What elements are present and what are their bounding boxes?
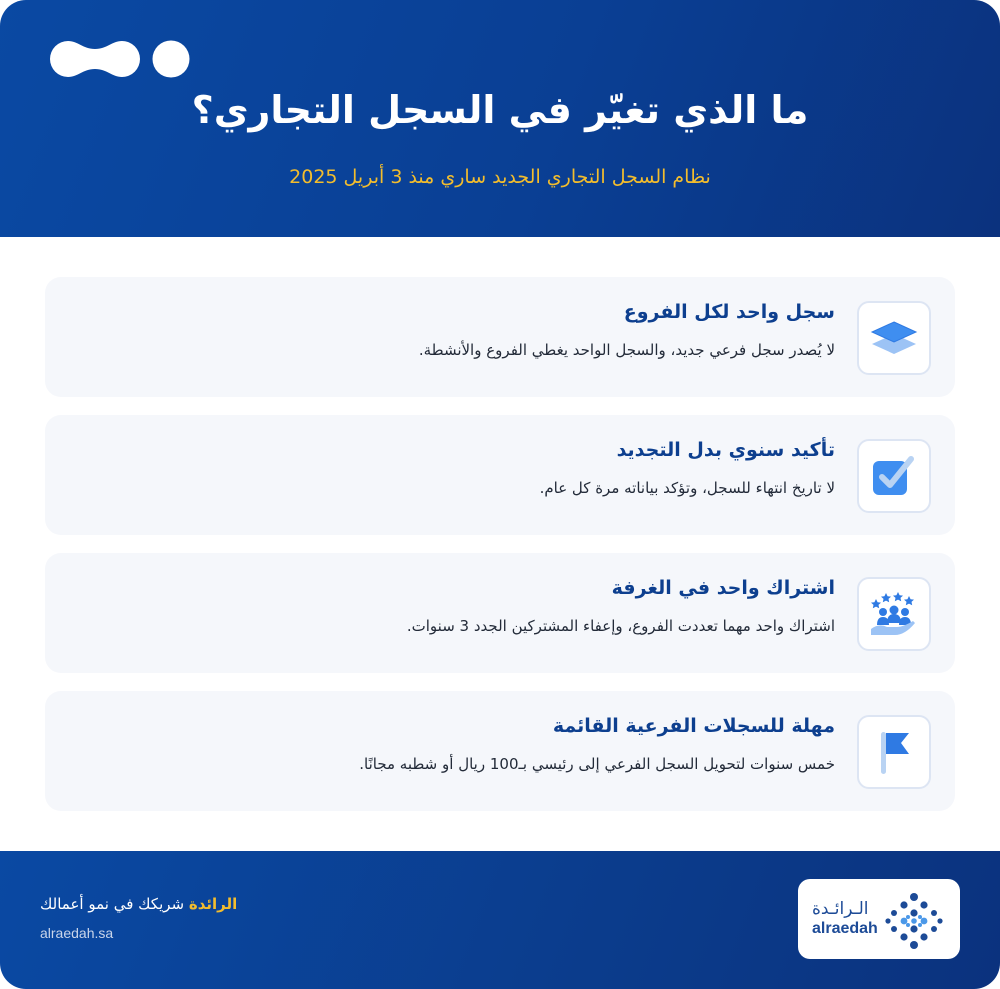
card-description: لا تاريخ انتهاء للسجل، وتؤكد بياناته مرة كل عام. [539,479,835,497]
footer-tagline [40,895,237,913]
card-title: اشتراك واحد في الغرفة [611,577,835,599]
card-title: سجل واحد لكل الفروع [623,301,835,323]
page-subtitle: نظام السجل التجاري الجديد ساري منذ 3 أبريل 2025 [289,166,711,188]
logo-english-text: alraedah [812,920,878,937]
logo-mark-icon [884,891,944,951]
page-title: ما الذي تغيّر في السجل التجاري؟ [191,88,809,132]
card-icon-box [857,301,931,375]
feature-card [45,691,955,811]
feature-card [45,415,955,535]
card-icon-box [857,577,931,651]
footer [0,851,1000,989]
website-link[interactable]: alraedah.sa [40,925,114,941]
decorative-dots [50,40,190,80]
brand-name: الرائدة [188,895,238,913]
checkbox-icon [869,453,919,499]
card-description: اشتراك واحد مهما تعددت الفروع، وإعفاء المشتركين الجدد 3 سنوات. [406,617,835,635]
card-title: مهلة للسجلات الفرعية القائمة [552,715,835,737]
feature-card [45,553,955,673]
header [0,0,1000,237]
logo [798,879,960,959]
circle-dot-icon [152,40,190,78]
feature-card [45,277,955,397]
card-icon-box [857,439,931,513]
card-description: لا يُصدر سجل فرعي جديد، والسجل الواحد يغطي الفروع والأنشطة. [418,341,835,359]
card-description: خمس سنوات لتحويل السجل الفرعي إلى رئيسي بـ100 ريال أو شطبه مجانًا. [359,755,835,773]
card-title: تأكيد سنوي بدل التجديد [616,439,835,461]
flag-icon [871,727,917,777]
logo-arabic-text: الـرائـدة [812,899,869,919]
community-stars-icon [868,589,920,639]
layers-icon [869,316,919,360]
pill-dots-icon [50,41,140,77]
card-icon-box [857,715,931,789]
tagline-text: شريكك في نمو أعمالك [40,895,185,913]
